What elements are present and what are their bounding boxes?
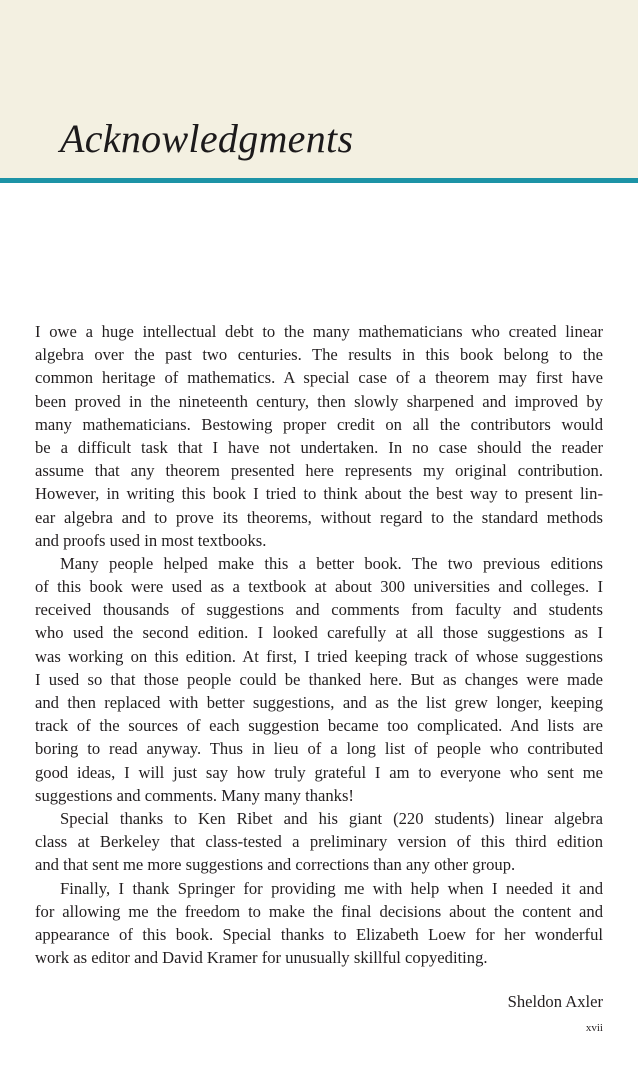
- text-line: algebra over the past two centuries. The results in this book belong to the: [35, 345, 603, 365]
- page-number: xvii: [585, 1022, 603, 1034]
- text-line: I used so that those people could be thanked here. But as changes were made: [35, 669, 603, 689]
- text-line: common heritage of mathematics. A special case of a theorem may first have: [35, 368, 603, 388]
- text-line: was working on this edition. At first, I tried keeping track of whose suggestions: [35, 646, 603, 666]
- text-line: received thousands of suggestions and comments from faculty and students: [35, 600, 603, 620]
- text-line: and that sent me more suggestions and corrections than any other group.: [35, 855, 516, 875]
- text-line: and proofs used in most textbooks.: [35, 530, 267, 550]
- text-line: Finally, I thank Springer for providing me with help when I needed it and: [60, 878, 603, 898]
- text-line: who used the second edition. I looked carefully at all those suggestions as I: [35, 623, 603, 643]
- text-line: ear algebra and to prove its theorems, without regard to the standard methods: [35, 507, 603, 527]
- text-line: good ideas, I will just say how truly grateful I am to everyone who sent me: [35, 762, 603, 782]
- text-line: However, in writing this book I tried to think about the best way to present lin-: [35, 484, 603, 504]
- text-line: work as editor and David Kramer for unusually skillful copyediting.: [35, 948, 488, 968]
- text-line: be a difficult task that I have not undertaken. In no case should the reader: [35, 437, 603, 457]
- text-line: many mathematicians. Bestowing proper credit on all the contributors would: [35, 414, 603, 434]
- chapter-title: Acknowledgments: [60, 116, 354, 161]
- body-text: [35, 320, 603, 969]
- text-line: Many people helped make this a better book. The two previous editions: [60, 553, 603, 573]
- text-line: been proved in the nineteenth century, then slowly sharpened and improved by: [35, 391, 603, 411]
- text-line: assume that any theorem presented here represents my original contribution.: [35, 461, 603, 481]
- text-line: class at Berkeley that class-tested a preliminary version of this third edition: [35, 832, 603, 852]
- text-line: and then replaced with better suggestions, and as the list grew longer, keeping: [35, 693, 603, 712]
- text-line: of this book were used as a textbook at about 300 universities and colleges. I: [35, 577, 603, 597]
- author-signature: Sheldon Axler: [507, 992, 603, 1011]
- text-line: Special thanks to Ken Ribet and his giant (220 students) linear algebra: [60, 808, 603, 828]
- text-line: for allowing me the freedom to make the final decisions about the content and: [35, 901, 603, 921]
- text-line: boring to read anyway. Thus in lieu of a long list of people who contributed: [35, 739, 603, 759]
- text-line: I owe a huge intellectual debt to the many mathematicians who created linear: [35, 322, 603, 341]
- text-line: track of the sources of each suggestion became too complicated. And lists are: [35, 716, 603, 736]
- chapter-header-rule: [0, 178, 638, 183]
- text-line: suggestions and comments. Many many thanks!: [35, 785, 354, 805]
- text-line: appearance of this book. Special thanks to Elizabeth Loew for her wonderful: [35, 924, 603, 944]
